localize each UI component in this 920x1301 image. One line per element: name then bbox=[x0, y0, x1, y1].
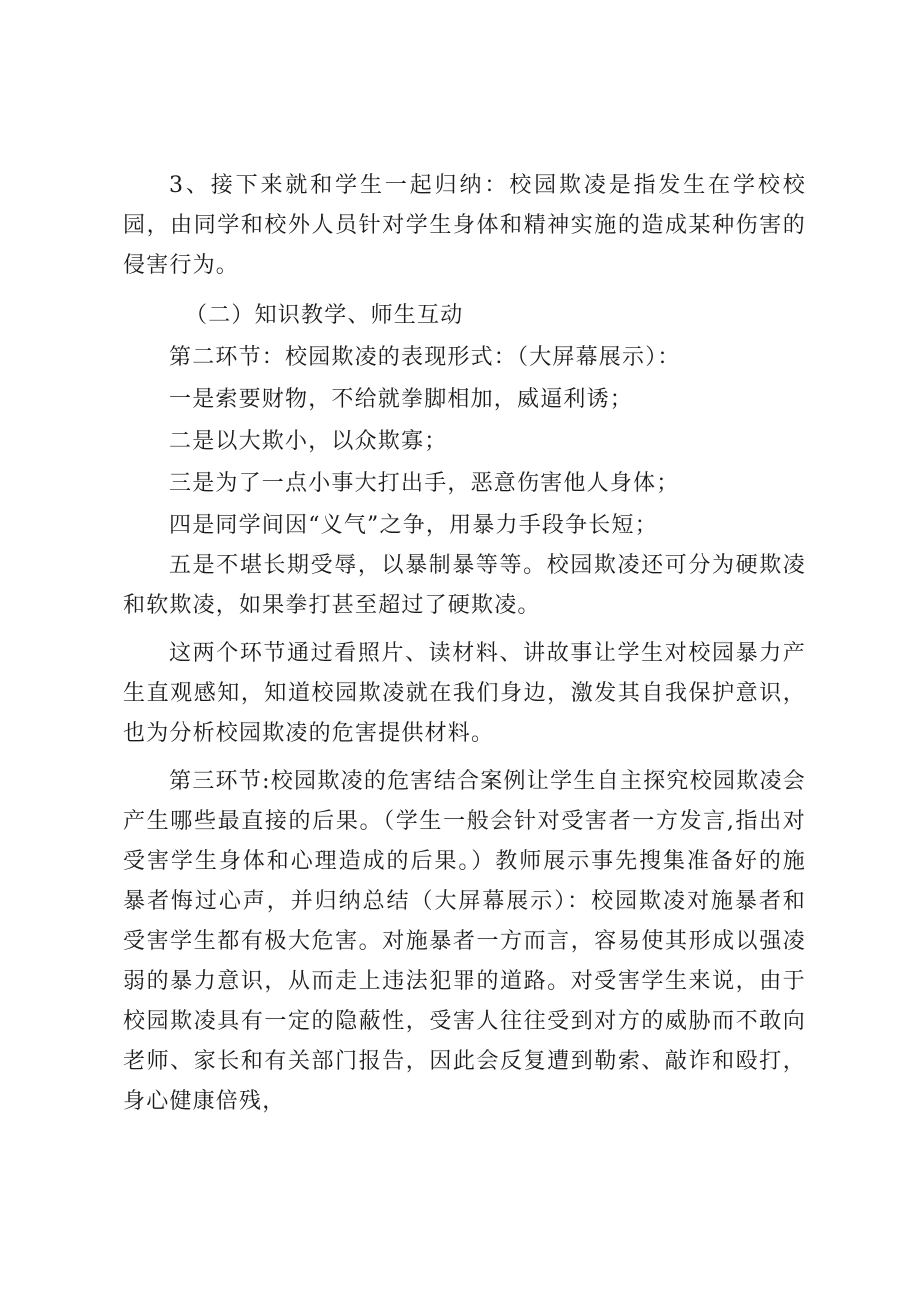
paragraph-summary: 3、接下来就和学生一起归纳：校园欺凌是指发生在学校校园，由同学和校外人员针对学生身体和精神实施的造成某种伤害的侵害行为。 bbox=[123, 173, 806, 278]
list-item: 四是同学间因“义气”之争，用暴力手段争长短； bbox=[169, 513, 658, 538]
paragraph-stage-three: 第三环节:校园欺凌的危害结合案例让学生自主探究校园欺凌会产生哪些最直接的后果。（学生一般会针对受害者一方发言,指出对受害学生身体和心理造成的后果。）教师展示事先搜集准备好的施暴者悔过心声，并归纳总结（大屏幕展示）：校园欺凌对施暴者和受害学生都有极大危害。对施暴者一方而言，容易使其形成以强凌弱的暴力意识，从而走上违法犯罪的道路。对受害学生来说，由于校园欺凌具有一定的隐蔽性，受害人往往受到对方的威胁而不敢向老师、家长和有关部门报告，因此会反复遭到勒索、敲诈和殴打，身心健康倍残， bbox=[123, 769, 806, 1114]
list-item: 五是不堪长期受辱，以暴制暴等等。校园欺凌还可分为硬欺凌和软欺凌，如果拳打甚至超过了硬欺凌。 bbox=[123, 553, 806, 618]
paragraph-explanation: 这两个环节通过看照片、读材料、讲故事让学生对校园暴力产生直观感知，知道校园欺凌就在我们身边，激发其自我保护意识，也为分析校园欺凌的危害提供材料。 bbox=[123, 641, 806, 746]
section-heading: （二）知识教学、师生互动 bbox=[185, 303, 464, 328]
document-body bbox=[123, 166, 806, 1122]
list-item: 二是以大欺小，以众欺寡； bbox=[169, 429, 448, 454]
paragraph-stage-two: 第二环节：校园欺凌的表现形式：（大屏幕展示）： bbox=[169, 345, 681, 370]
list-item: 一是索要财物，不给就拳脚相加，威逼利诱； bbox=[169, 387, 634, 412]
list-item: 三是为了一点小事大打出手，恶意伤害他人身体； bbox=[169, 471, 680, 496]
